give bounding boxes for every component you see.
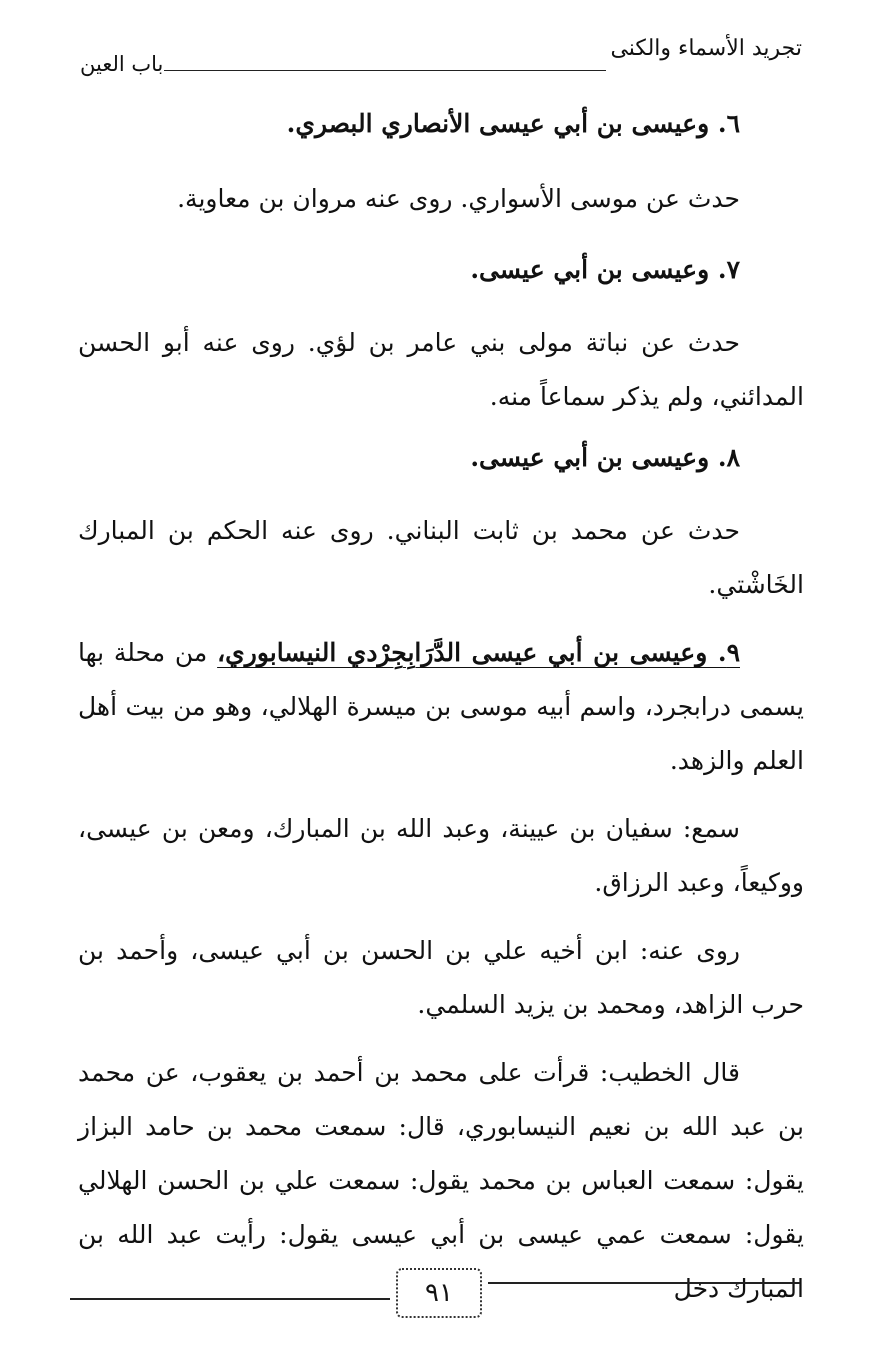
entry-6-body: حدث عن موسى الأسواري. روى عنه مروان بن معاوية. (177, 184, 740, 213)
heard-from-paragraph: سمع: سفيان بن عيينة، وعبد الله بن المبارك، ومعن بن عيسى، ووكيعاً، وعبد الرزاق. (78, 814, 804, 897)
footer-rule-left (70, 1298, 390, 1300)
chapter-title: باب العين (80, 52, 164, 76)
narrators-paragraph: روى عنه: ابن أخيه علي بن الحسن بن أبي عيسى، وأحمد بن حرب الزاهد، ومحمد بن يزيد السلمي. (78, 936, 804, 1019)
page-body (78, 104, 804, 1316)
entry-9-body: من محلة بها يسمى درابجرد، واسم أبيه موسى بن ميسرة الهلالي، وهو من بيت أهل العلم والزهد. (78, 638, 804, 775)
running-header (80, 36, 802, 80)
entry-8-heading: ٨. وعيسى بن أبي عيسى. (470, 443, 740, 472)
entry-7-body: حدث عن نباتة مولى بني عامر بن لؤي. روى عنه أبو الحسن المدائني، ولم يذكر سماعاً منه. (78, 328, 804, 411)
khatib-quote-paragraph: قال الخطيب: قرأت على محمد بن أحمد بن يعقوب، عن محمد بن عبد الله بن نعيم النيسابوري، قال: سمعت محمد بن حامد البزاز يقول: سمعت العباس بن محمد يقول: سمعت علي بن الحسن الهلالي يقول: سمعت عمي عيسى بن أبي عيسى يقول: رأيت عبد الله بن المبارك دخل (78, 1058, 804, 1303)
page-number: ٩١ (396, 1268, 482, 1318)
header-rule (164, 70, 606, 71)
page-footer (70, 1268, 800, 1318)
entry-9-heading: ٩. وعيسى بن أبي عيسى الدَّرَابِجِرْدي النيسابوري، (217, 638, 740, 667)
footer-rule-right (488, 1282, 800, 1284)
entry-6-heading: ٦. وعيسى بن أبي عيسى الأنصاري البصري. (286, 109, 740, 138)
book-title: تجريد الأسماء والكنى (610, 36, 802, 61)
entry-9 (78, 626, 804, 788)
entry-8-body: حدث عن محمد بن ثابت البناني. روى عنه الحكم بن المبارك الخَاشْتي. (78, 516, 804, 599)
entry-7-heading: ٧. وعيسى بن أبي عيسى. (470, 255, 740, 284)
